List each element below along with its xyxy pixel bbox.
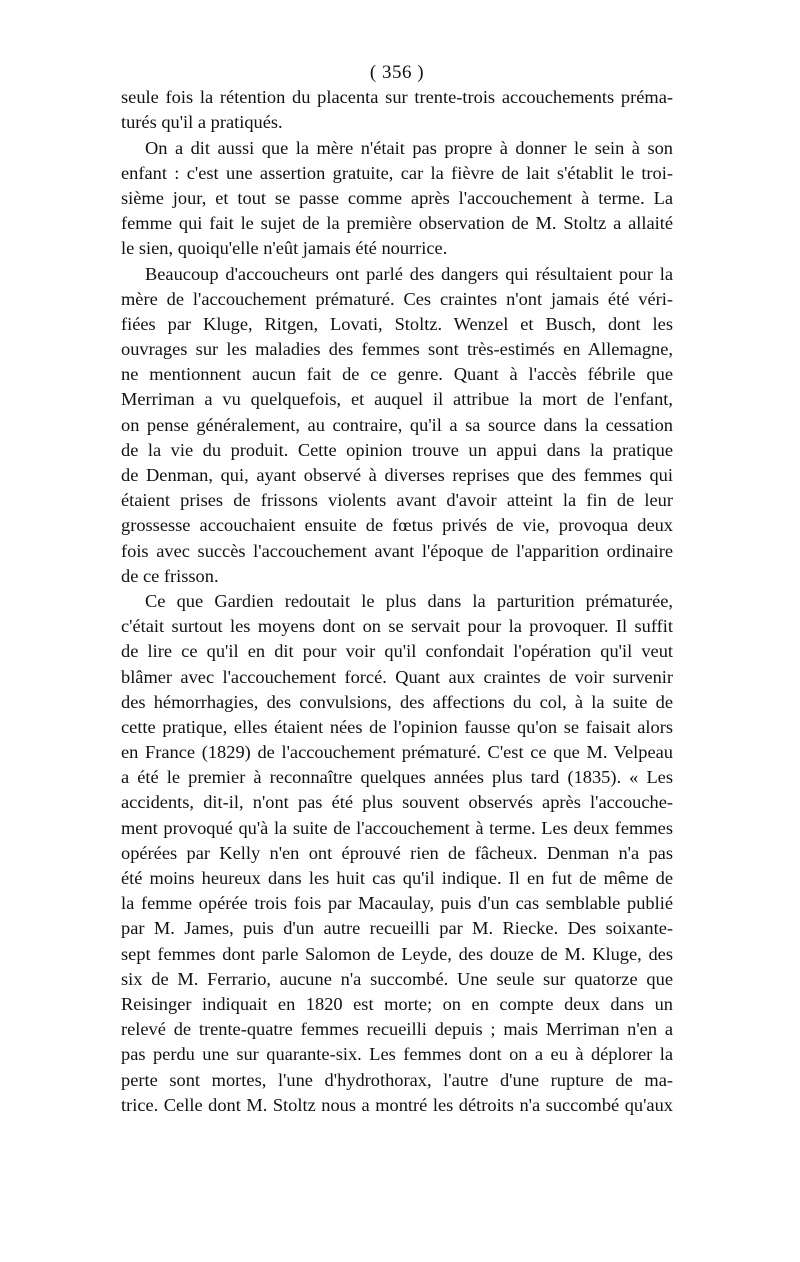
- text-block: [121, 85, 673, 1118]
- text-line: Beaucoup d'accoucheurs ont parlé des dangers qui résultaient pour la: [145, 263, 673, 284]
- text-line: sième jour, et tout se passe comme après l'accouchement à terme. La: [121, 187, 673, 208]
- text-line: cette pratique, elles étaient nées de l'opinion fausse qu'on se faisait alors: [121, 716, 673, 737]
- page-number: ( 356 ): [369, 62, 425, 83]
- text-line: On a dit aussi que la mère n'était pas propre à donner le sein à son: [145, 137, 673, 158]
- text-line: seule fois la rétention du placenta sur trente-trois accouchements préma-: [121, 87, 673, 108]
- text-line: fois avec succès l'accouchement avant l'époque de l'apparition ordinaire: [121, 540, 673, 561]
- text-line: Ce que Gardien redoutait le plus dans la parturition prématurée,: [145, 590, 673, 611]
- text-line: de lire ce qu'il en dit pour voir qu'il confondait l'opération qu'il veut: [121, 641, 673, 662]
- text-line: ment provoqué qu'à la suite de l'accouchement à terme. Les deux femmes: [121, 817, 673, 838]
- text-line: ouvrages sur les maladies des femmes sont très-estimés en Allemagne,: [121, 339, 673, 360]
- text-line: en France (1829) de l'accouchement prématuré. C'est ce que M. Velpeau: [121, 742, 673, 763]
- text-line: ne mentionnent aucun fait de ce genre. Quant à l'accès fébrile que: [121, 364, 673, 385]
- text-line: par M. James, puis d'un autre recueilli par M. Riecke. Des soixante-: [121, 918, 673, 939]
- text-line: perte sont mortes, l'une d'hydrothorax, l'autre d'une rupture de ma-: [121, 1069, 673, 1090]
- text-line: été moins heureux dans les huit cas qu'il indique. Il en fut de même de: [121, 868, 673, 889]
- text-line: pas perdu une sur quarante-six. Les femmes dont on a eu à déplorer la: [121, 1044, 673, 1065]
- text-line: grossesse accouchaient ensuite de fœtus privés de vie, provoqua deux: [121, 515, 673, 536]
- text-line: enfant : c'est une assertion gratuite, car la fièvre de lait s'établit le troi-: [121, 162, 673, 183]
- text-line: le sien, quoiqu'elle n'eût jamais été nourrice.: [121, 238, 448, 259]
- text-line: a été le premier à reconnaître quelques années plus tard (1835). « Les: [121, 767, 673, 788]
- text-line: des hémorrhagies, des convulsions, des affections du col, à la suite de: [121, 691, 673, 712]
- text-line: de Denman, qui, ayant observé à diverses reprises que des femmes qui: [121, 465, 673, 486]
- text-line: Merriman a vu quelquefois, et auquel il attribue la mort de l'enfant,: [121, 389, 673, 410]
- text-line: turés qu'il a pratiqués.: [121, 112, 283, 133]
- text-line: trice. Celle dont M. Stoltz nous a montré les détroits n'a succombé qu'aux: [121, 1094, 673, 1115]
- text-line: c'était surtout les moyens dont on se servait pour la provoquer. Il suffit: [121, 616, 673, 637]
- text-line: femme qui fait le sujet de la première observation de M. Stoltz a allaité: [121, 213, 673, 234]
- text-line: relevé de trente-quatre femmes recueilli depuis ; mais Merriman n'en a: [121, 1019, 673, 1040]
- text-line: six de M. Ferrario, aucune n'a succombé. Une seule sur quatorze que: [121, 968, 673, 989]
- text-line: étaient prises de frissons violents avant d'avoir atteint la fin de leur: [121, 490, 673, 511]
- text-line: fiées par Kluge, Ritgen, Lovati, Stoltz. Wenzel et Busch, dont les: [121, 313, 673, 334]
- text-line: sept femmes dont parle Salomon de Leyde, des douze de M. Kluge, des: [121, 943, 673, 964]
- text-line: de ce frisson.: [121, 565, 219, 586]
- page-body: [121, 60, 673, 1118]
- text-line: accidents, dit-il, n'ont pas été plus souvent observés après l'accouche-: [121, 792, 673, 813]
- text-line: mère de l'accouchement prématuré. Ces craintes n'ont jamais été véri-: [121, 288, 673, 309]
- text-line: la femme opérée trois fois par Macaulay, puis d'un cas semblable publié: [121, 893, 673, 914]
- text-line: de la vie du produit. Cette opinion trouve un appui dans la pratique: [121, 439, 673, 460]
- text-line: blâmer avec l'accouchement forcé. Quant aux craintes de voir survenir: [121, 666, 673, 687]
- text-line: opérées par Kelly n'en ont éprouvé rien de fâcheux. Denman n'a pas: [121, 842, 673, 863]
- text-line: on pense généralement, au contraire, qu'il a sa source dans la cessation: [121, 414, 673, 435]
- text-line: Reisinger indiquait en 1820 est morte; on en compte deux dans un: [121, 993, 673, 1014]
